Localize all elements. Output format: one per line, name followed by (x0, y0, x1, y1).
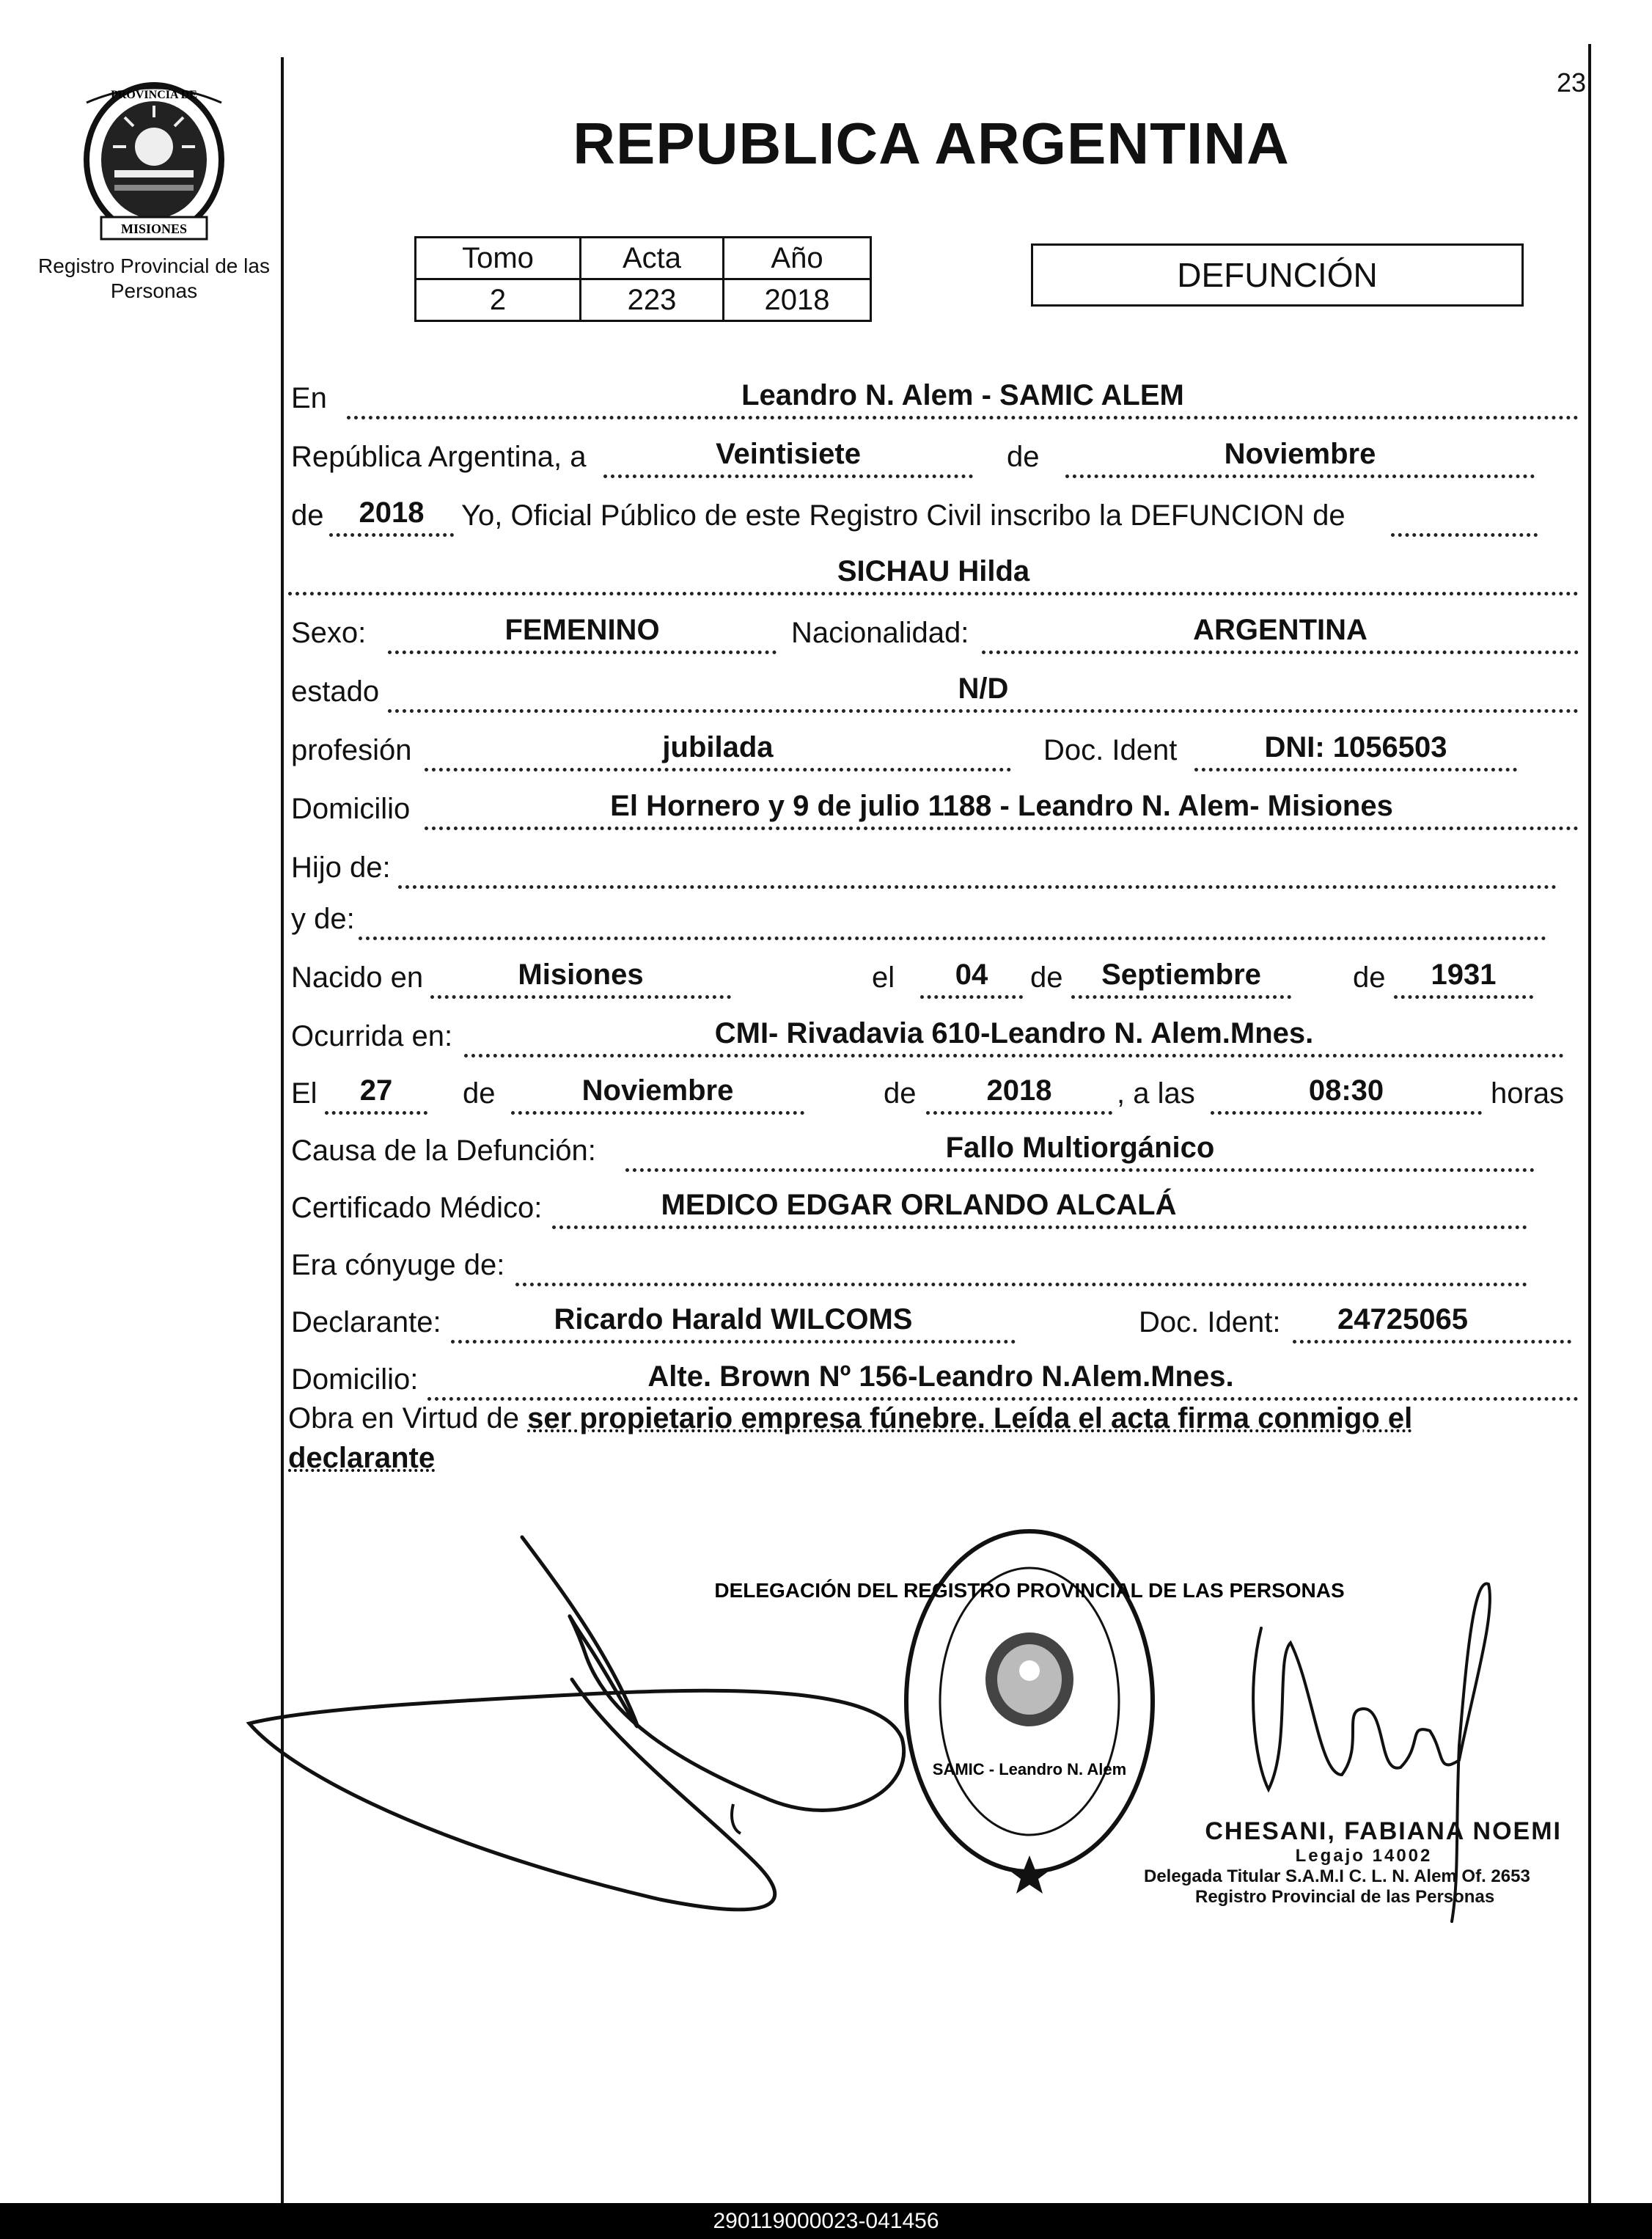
year-value: 2018 (359, 496, 425, 529)
ocurrida-label: Ocurrida en: (291, 1020, 453, 1052)
declarante-doc-value: 24725065 (1337, 1303, 1468, 1335)
officer-legajo: Legajo 14002 (1295, 1846, 1433, 1866)
row-yde (288, 895, 1582, 946)
row-conyuge (288, 1241, 1582, 1292)
page-title: REPUBLICA ARGENTINA (573, 111, 1290, 176)
officer-registry: Registro Provincial de las Personas (1195, 1887, 1495, 1907)
registry-label: Registro Provincial de las Personas (38, 254, 270, 302)
fallec-anio-value: 2018 (986, 1074, 1052, 1107)
certificado-label: Certificado Médico: (291, 1192, 543, 1224)
officer-name: CHESANI, FABIANA NOEMI (1205, 1817, 1562, 1845)
place-value: Leandro N. Alem - SAMIC ALEM (741, 379, 1184, 411)
obra-line-2 (288, 1442, 435, 1475)
domicilio-value: El Hornero y 9 de julio 1188 - Leandro N. Alem- Misiones (610, 790, 1393, 822)
nacionalidad-value: ARGENTINA (1193, 614, 1368, 646)
day-words-value: Veintisiete (716, 438, 861, 470)
row-sexo (288, 609, 1582, 660)
nacionalidad-label: Nacionalidad: (791, 617, 969, 649)
el-cap-label: El (291, 1077, 317, 1110)
doc-value: DNI: 1056503 (1264, 731, 1447, 763)
row-fallecimiento (288, 1069, 1582, 1121)
de-label-4: de (1353, 961, 1386, 994)
alas-label: , a las (1117, 1077, 1195, 1110)
right-margin-line (1588, 44, 1591, 2203)
province-coat-of-arms-logo (72, 73, 236, 243)
horas-label: horas (1491, 1077, 1565, 1110)
footer-code: 290119000023-041456 (0, 2203, 1652, 2239)
row-profesion (288, 726, 1582, 777)
row-domicilio (288, 785, 1582, 836)
domicilio2-value: Alte. Brown Nº 156-Leandro N.Alem.Mnes. (647, 1360, 1234, 1393)
profesion-value: jubilada (662, 731, 774, 763)
table-value-tomo: 2 (416, 279, 581, 321)
de-label-3: de (1030, 961, 1063, 994)
row-deceased-name (288, 550, 1582, 601)
table-value-acta: 223 (581, 279, 724, 321)
declarante-label: Declarante: (291, 1306, 441, 1338)
ocurrida-value: CMI- Rivadavia 610-Leandro N. Alem.Mnes. (714, 1017, 1314, 1049)
de-label: de (1007, 441, 1040, 473)
document-type-box: DEFUNCIÓN (1031, 243, 1524, 307)
yde-label: y de: (291, 903, 355, 935)
row-date (288, 433, 1582, 484)
el-label: el (872, 961, 895, 994)
doc-label: Doc. Ident (1043, 734, 1178, 766)
estado-label: estado (291, 675, 380, 708)
profesion-label: profesión (291, 734, 412, 766)
officer-block (1144, 1817, 1584, 1908)
en-label: En (291, 382, 327, 414)
logo-text-top: PROVINCIA DE (111, 89, 197, 101)
row-domicilio-declarante (288, 1355, 1582, 1407)
nacido-mes-value: Septiembre (1101, 959, 1261, 991)
deceased-name-value: SICHAU Hilda (837, 555, 1030, 587)
row-nacido (288, 953, 1582, 1005)
logo-text-bottom: MISIONES (120, 221, 188, 236)
obra-value: ser propietario empresa fúnebre. Leída el acta firma conmigo el (527, 1402, 1413, 1434)
row-yo (288, 491, 1582, 543)
row-declarante (288, 1298, 1582, 1349)
table-header-tomo: Tomo (416, 238, 581, 279)
registry-stamp (906, 1531, 1153, 1894)
nacido-label: Nacido en (291, 961, 424, 994)
estado-value: N/D (958, 673, 1009, 705)
stamp-inner-text: SAMIC - Leandro N. Alem (932, 1760, 1127, 1778)
month-value: Noviembre (1224, 438, 1376, 470)
obra-value-2: declarante (288, 1442, 436, 1474)
causa-label: Causa de la Defunción: (291, 1135, 596, 1167)
de-label-2: de (291, 499, 324, 532)
nacido-lugar-value: Misiones (518, 959, 644, 991)
table-value-anio: 2018 (724, 279, 871, 321)
row-causa (288, 1126, 1582, 1178)
domicilio-label: Domicilio (291, 793, 411, 825)
left-margin-line (281, 57, 284, 2203)
fallec-dia-value: 27 (359, 1074, 393, 1107)
declarant-signature (249, 1537, 904, 1910)
obra-line (288, 1402, 1579, 1435)
hijo-label: Hijo de: (291, 851, 391, 884)
row-estado (288, 667, 1582, 719)
row-certificado (288, 1184, 1582, 1235)
sexo-value: FEMENINO (504, 614, 660, 646)
row-ocurrida (288, 1012, 1582, 1063)
fallec-mes-value: Noviembre (581, 1074, 734, 1107)
row-en (288, 374, 1582, 425)
declarante-value: Ricardo Harald WILCOMS (554, 1303, 913, 1335)
certificado-value: MEDICO EDGAR ORLANDO ALCALÁ (661, 1189, 1177, 1221)
conyuge-label: Era cónyuge de: (291, 1249, 505, 1281)
page-number: 23 (1556, 67, 1586, 98)
republica-label: República Argentina, a (291, 441, 587, 473)
declarante-doc-label: Doc. Ident: (1139, 1306, 1281, 1338)
officer-position: Delegada Titular S.A.M.I C. L. N. Alem Of. 2653 (1144, 1866, 1530, 1886)
obra-label: Obra en Virtud de (288, 1402, 520, 1434)
fallec-hora-value: 08:30 (1308, 1074, 1384, 1107)
de-label-5: de (463, 1077, 496, 1110)
nacido-anio-value: 1931 (1431, 959, 1497, 991)
domicilio2-label: Domicilio: (291, 1363, 419, 1396)
stamp-ring-text: DELEGACIÓN DEL REGISTRO PROVINCIAL DE LAS PERSONAS (714, 1579, 1345, 1602)
table-header-acta: Acta (581, 238, 724, 279)
yo-text: Yo, Oficial Público de este Registro Civil inscribo la DEFUNCION de (461, 499, 1346, 532)
record-table (414, 236, 872, 322)
table-header-anio: Año (724, 238, 871, 279)
de-label-6: de (884, 1077, 917, 1110)
nacido-dia-value: 04 (955, 959, 988, 991)
causa-value: Fallo Multiorgánico (945, 1132, 1215, 1164)
sexo-label: Sexo: (291, 617, 367, 649)
row-hijo (288, 843, 1582, 895)
